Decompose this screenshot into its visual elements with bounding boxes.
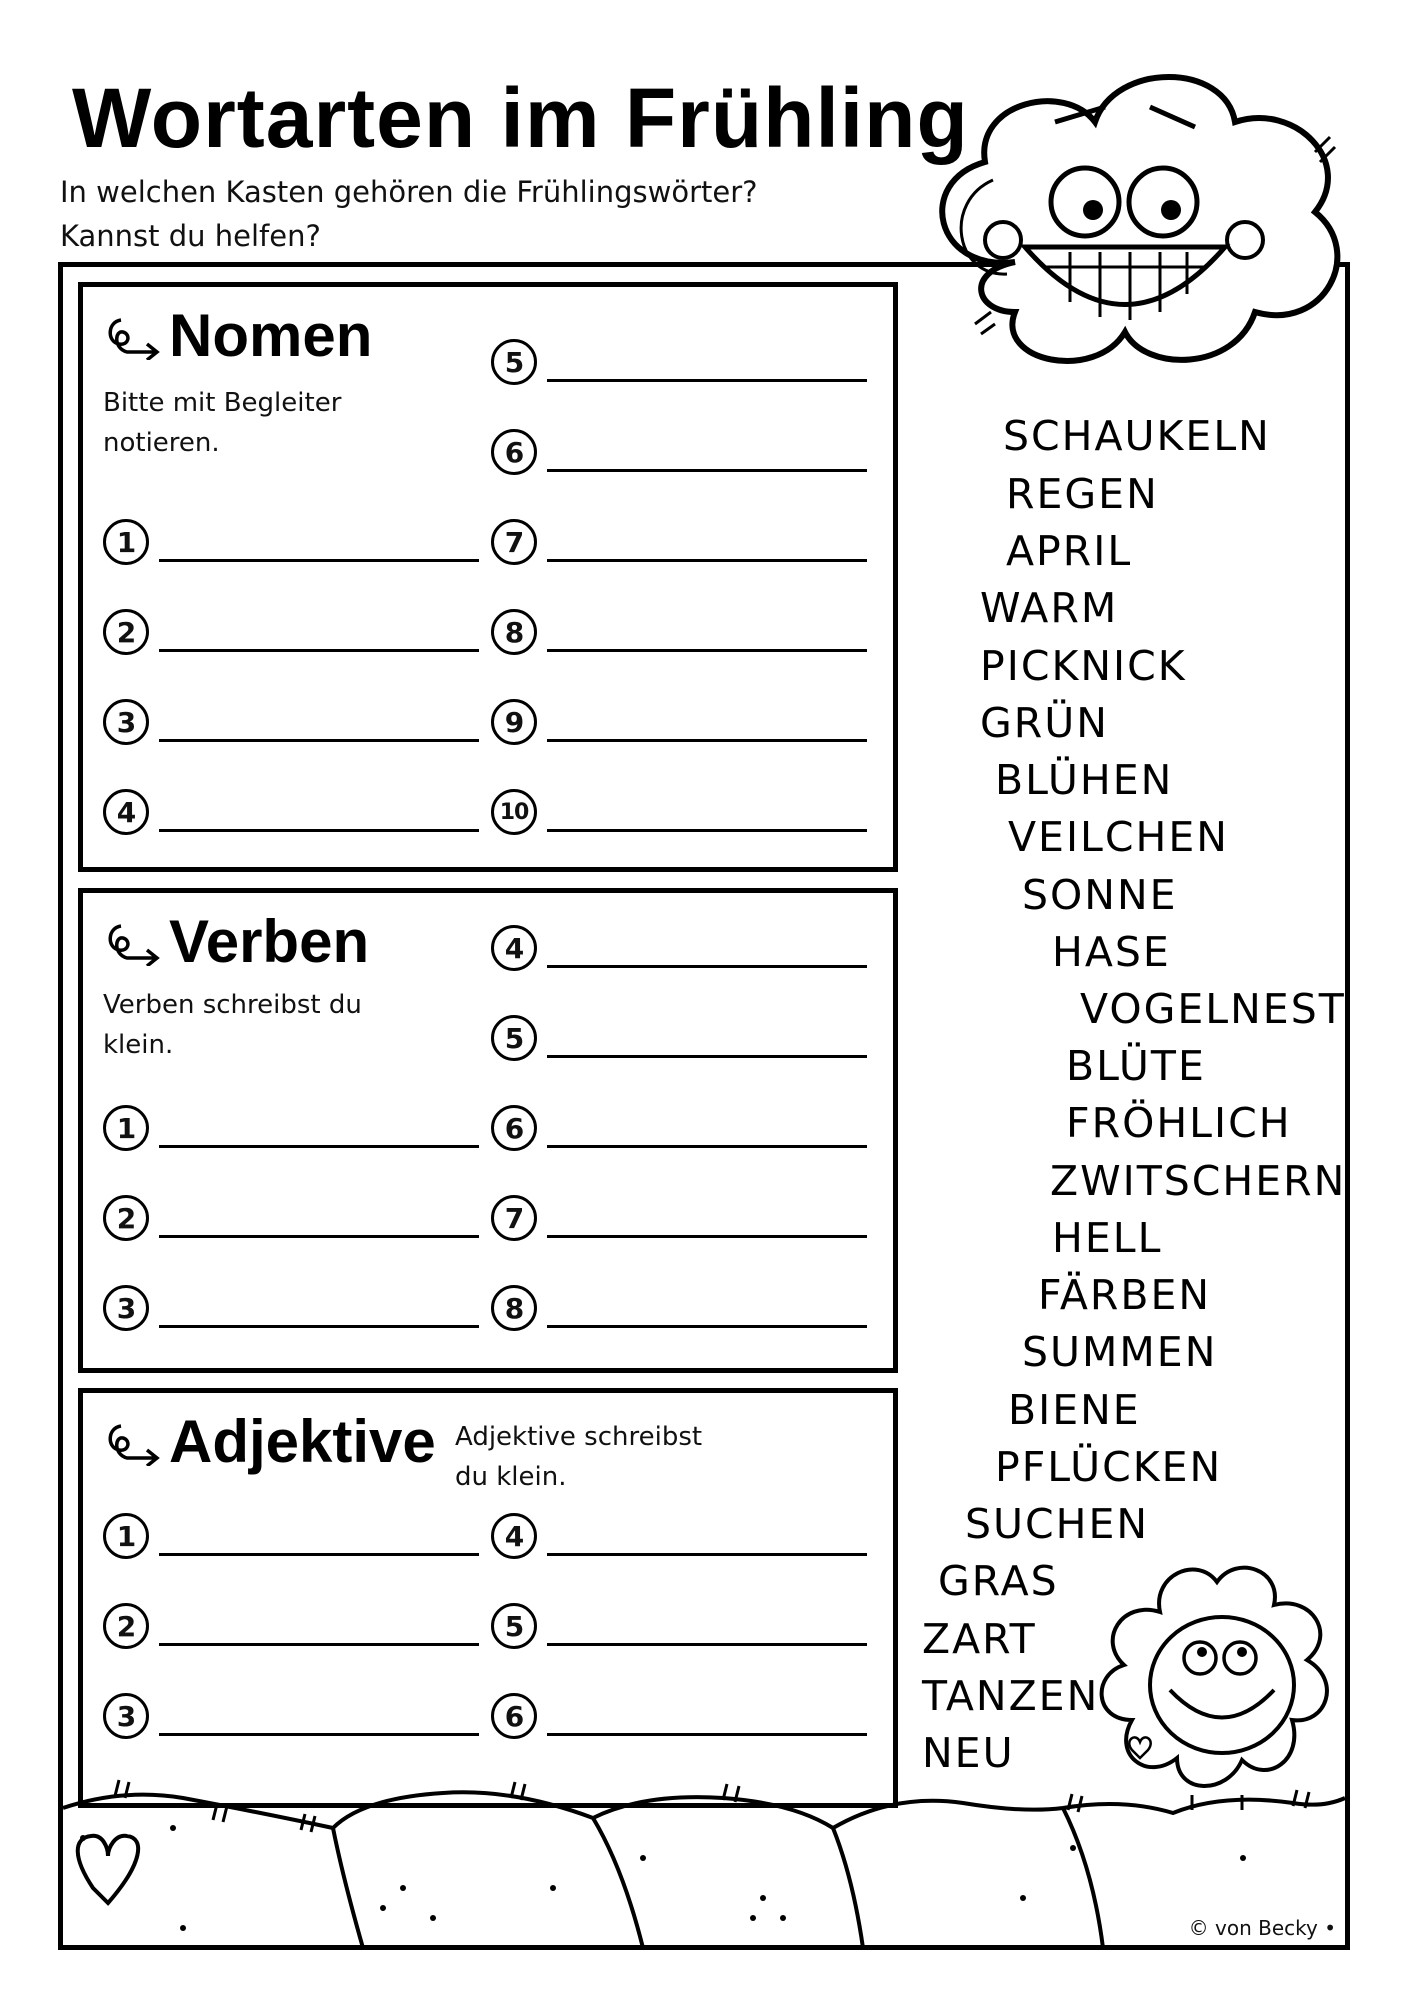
answer-line[interactable] bbox=[159, 1641, 479, 1646]
answer-line[interactable] bbox=[159, 827, 479, 832]
verben-line-2[interactable] bbox=[103, 1195, 479, 1241]
answer-line[interactable] bbox=[547, 1731, 867, 1736]
curly-arrow-icon bbox=[103, 918, 165, 966]
nomen-header bbox=[103, 301, 372, 370]
answer-line[interactable] bbox=[547, 377, 867, 382]
word-bank-item: SUMMEN bbox=[1022, 1328, 1218, 1376]
word-bank-item: PICKNICK bbox=[980, 642, 1187, 690]
number-badge: 5 bbox=[491, 1603, 537, 1649]
nomen-line-10[interactable] bbox=[491, 789, 867, 835]
instruction-line-2: Kannst du helfen? bbox=[60, 219, 321, 253]
answer-line[interactable] bbox=[547, 1053, 867, 1058]
verben-line-5[interactable] bbox=[491, 1015, 867, 1061]
answer-line[interactable] bbox=[547, 647, 867, 652]
word-bank-item: BLÜHEN bbox=[995, 756, 1174, 804]
word-bank-item: BIENE bbox=[1008, 1386, 1141, 1434]
hills-decoration bbox=[63, 1768, 1345, 1948]
nomen-note: Bitte mit Begleiter notieren. bbox=[103, 388, 342, 458]
word-bank-item: HASE bbox=[1052, 928, 1171, 976]
instruction-line-1: In welchen Kasten gehören die Frühlingswörter? bbox=[60, 175, 758, 209]
adjektive-note: Adjektive schreibst du klein. bbox=[455, 1422, 703, 1492]
nomen-line-9[interactable] bbox=[491, 699, 867, 745]
number-badge: 3 bbox=[103, 1693, 149, 1739]
verben-line-3[interactable] bbox=[103, 1285, 479, 1331]
answer-line[interactable] bbox=[547, 1143, 867, 1148]
answer-line[interactable] bbox=[547, 1233, 867, 1238]
number-badge: 5 bbox=[491, 339, 537, 385]
nomen-line-8[interactable] bbox=[491, 609, 867, 655]
answer-line[interactable] bbox=[547, 557, 867, 562]
adjektive-line-1[interactable] bbox=[103, 1513, 479, 1559]
number-badge: 7 bbox=[491, 519, 537, 565]
answer-line[interactable] bbox=[547, 467, 867, 472]
verben-box bbox=[78, 888, 898, 1373]
adjektive-line-6[interactable] bbox=[491, 1693, 867, 1739]
answer-line[interactable] bbox=[547, 827, 867, 832]
word-bank-item: VOGELNEST bbox=[1080, 985, 1346, 1033]
word-bank-item: SCHAUKELN bbox=[1003, 412, 1271, 460]
adjektive-line-3[interactable] bbox=[103, 1693, 479, 1739]
verben-line-4[interactable] bbox=[491, 925, 867, 971]
adjektive-line-2[interactable] bbox=[103, 1603, 479, 1649]
word-bank-item: HELL bbox=[1052, 1214, 1163, 1262]
number-badge: 2 bbox=[103, 1195, 149, 1241]
number-badge: 6 bbox=[491, 1693, 537, 1739]
nomen-line-7[interactable] bbox=[491, 519, 867, 565]
word-bank-item: SONNE bbox=[1022, 871, 1178, 919]
number-badge: 1 bbox=[103, 1513, 149, 1559]
verben-title: Verben bbox=[169, 908, 370, 975]
heart-icon bbox=[78, 1836, 138, 1903]
adjektive-line-4[interactable] bbox=[491, 1513, 867, 1559]
verben-line-1[interactable] bbox=[103, 1105, 479, 1151]
word-bank-item: TANZEN bbox=[922, 1672, 1100, 1720]
answer-line[interactable] bbox=[159, 647, 479, 652]
number-badge: 6 bbox=[491, 429, 537, 475]
word-bank-item: BLÜTE bbox=[1066, 1042, 1206, 1090]
nomen-line-1[interactable] bbox=[103, 519, 479, 565]
word-bank-item: ZWITSCHERN bbox=[1050, 1157, 1347, 1205]
adjektive-header bbox=[103, 1407, 436, 1476]
answer-line[interactable] bbox=[547, 1551, 867, 1556]
word-bank-item: WARM bbox=[980, 584, 1119, 632]
word-bank-item: GRAS bbox=[938, 1557, 1059, 1605]
page-title: Wortarten im Frühling bbox=[72, 71, 969, 165]
nomen-box bbox=[78, 282, 898, 872]
number-badge: 8 bbox=[491, 609, 537, 655]
adjektive-box bbox=[78, 1388, 898, 1808]
answer-line[interactable] bbox=[159, 1233, 479, 1238]
verben-line-8[interactable] bbox=[491, 1285, 867, 1331]
word-bank-item: PFLÜCKEN bbox=[995, 1443, 1223, 1491]
number-badge: 10 bbox=[491, 789, 537, 835]
number-badge: 2 bbox=[103, 1603, 149, 1649]
nomen-line-5[interactable] bbox=[491, 339, 867, 385]
number-badge: 4 bbox=[103, 789, 149, 835]
word-bank-item: FRÖHLICH bbox=[1066, 1099, 1292, 1147]
answer-line[interactable] bbox=[159, 1731, 479, 1736]
word-bank-item: ZART bbox=[922, 1615, 1037, 1663]
number-badge: 9 bbox=[491, 699, 537, 745]
answer-line[interactable] bbox=[159, 737, 479, 742]
answer-line[interactable] bbox=[547, 963, 867, 968]
curly-arrow-icon bbox=[103, 1418, 165, 1466]
verben-line-7[interactable] bbox=[491, 1195, 867, 1241]
answer-line[interactable] bbox=[159, 1323, 479, 1328]
nomen-title: Nomen bbox=[169, 302, 373, 369]
word-bank-item: VEILCHEN bbox=[1008, 813, 1229, 861]
verben-header bbox=[103, 907, 369, 976]
word-bank-item: FÄRBEN bbox=[1038, 1271, 1212, 1319]
word-bank-item: NEU bbox=[922, 1729, 1015, 1777]
adjektive-title: Adjektive bbox=[169, 1408, 436, 1475]
number-badge: 3 bbox=[103, 1285, 149, 1331]
instructions bbox=[60, 170, 880, 258]
number-badge: 4 bbox=[491, 1513, 537, 1559]
verben-line-6[interactable] bbox=[491, 1105, 867, 1151]
number-badge: 1 bbox=[103, 1105, 149, 1151]
word-bank-item: GRÜN bbox=[980, 699, 1109, 747]
credit: © von Becky • bbox=[1188, 1916, 1336, 1940]
number-badge: 7 bbox=[491, 1195, 537, 1241]
number-badge: 3 bbox=[103, 699, 149, 745]
cloud-face-icon bbox=[895, 62, 1365, 392]
number-badge: 1 bbox=[103, 519, 149, 565]
curly-arrow-icon bbox=[103, 312, 165, 360]
answer-line[interactable] bbox=[159, 1551, 479, 1556]
verben-note: Verben schreibst du klein. bbox=[103, 990, 362, 1060]
adjektive-line-5[interactable] bbox=[491, 1603, 867, 1649]
answer-line[interactable] bbox=[547, 1323, 867, 1328]
number-badge: 6 bbox=[491, 1105, 537, 1151]
nomen-line-6[interactable] bbox=[491, 429, 867, 475]
number-badge: 2 bbox=[103, 609, 149, 655]
answer-line[interactable] bbox=[547, 1641, 867, 1646]
answer-line[interactable] bbox=[159, 1143, 479, 1148]
answer-line[interactable] bbox=[159, 557, 479, 562]
number-badge: 5 bbox=[491, 1015, 537, 1061]
nomen-line-2[interactable] bbox=[103, 609, 479, 655]
answer-line[interactable] bbox=[547, 737, 867, 742]
nomen-line-3[interactable] bbox=[103, 699, 479, 745]
word-bank-item: SUCHEN bbox=[965, 1500, 1150, 1548]
number-badge: 8 bbox=[491, 1285, 537, 1331]
number-badge: 4 bbox=[491, 925, 537, 971]
nomen-line-4[interactable] bbox=[103, 789, 479, 835]
word-bank-item: REGEN bbox=[1006, 470, 1159, 518]
word-bank-item: APRIL bbox=[1006, 527, 1133, 575]
